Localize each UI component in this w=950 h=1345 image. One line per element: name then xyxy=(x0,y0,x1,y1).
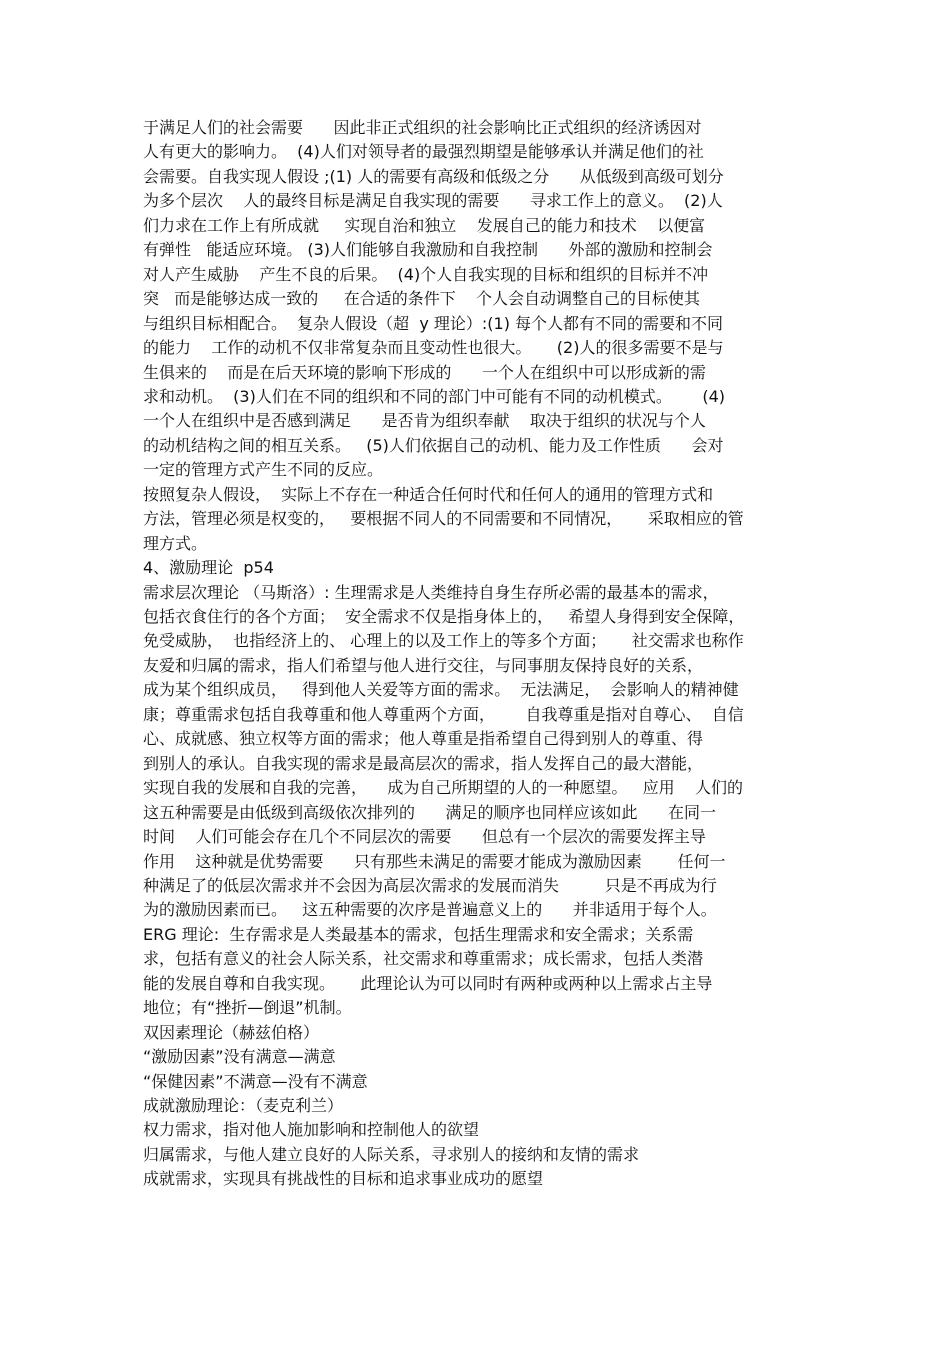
text-line: 人有更大的影响力。 (4)人们对领导者的最强烈期望是能够承认并满足他们的社 xyxy=(143,142,704,162)
text-line: 双因素理论（赫兹伯格） xyxy=(143,1022,320,1042)
text-line: 种满足了的低层次需求并不会因为高层次需求的发展而消失 只是不再成为行 xyxy=(143,875,717,895)
text-line: 成就激励理论：（麦克利兰） xyxy=(143,1096,344,1115)
text-line: 需求层次理论 （马斯洛）: 生理需求是人类维持自身生存所必需的最基本的需求， xyxy=(143,582,719,602)
text-line: “保健因素”不满意—没有不满意 xyxy=(143,1071,368,1091)
text-line: 有弹性 能适应环境。 (3)人们能够自我激励和自我控制 外部的激励和控制会 xyxy=(143,240,713,260)
text-line: 这五种需要是由低级到高级依次排列的 满足的顺序也同样应该如此 在同一 xyxy=(143,802,717,822)
text-line: 的动机结构之间的相互关系。 (5)人们依据自己的动机、能力及工作性质 会对 xyxy=(143,435,724,455)
text-line: 为多个层次 人的最终目标是满足自我实现的需要 寻求工作上的意义。 (2)人 xyxy=(143,191,723,211)
text-line: 成就需求，实现具有挑战性的目标和追求事业成功的愿望 xyxy=(143,1169,544,1189)
text-line: 按照复杂人假设， 实际上不存在一种适合任何时代和任何人的通用的管理方式和 xyxy=(143,484,714,504)
text-line: 作用 这种就是优势需要 只有那些未满足的需要才能成为激励因素 任何一 xyxy=(143,851,726,871)
text-line: 对人产生威胁 产生不良的后果。 (4)个人自我实现的目标和组织的目标并不冲 xyxy=(143,264,709,284)
text-line: 包括衣食住行的各个方面； 安全需求不仅是指身体上的， 希望人身得到安全保障， xyxy=(143,607,745,626)
text-line: 成为某个组织成员， 得到他人关爱等方面的需求。 无法满足， 会影响人的精神健 xyxy=(143,680,739,700)
text-line: 于满足人们的社会需要 因此非正式组织的社会影响比正式组织的经济诱因对 xyxy=(143,118,702,137)
text-line: 求和动机。 (3)人们在不同的组织和不同的部门中可能有不同的动机模式。 (4) xyxy=(143,386,726,406)
text-line: “激励因素”没有满意—满意 xyxy=(143,1047,336,1067)
text-line: 为的激励因素而已。 这五种需要的次序是普遍意义上的 并非适用于每个人。 xyxy=(143,900,717,920)
text-line: 理方式。 xyxy=(143,533,208,553)
text-line: 生俱来的 而是在后天环境的影响下形成的 一个人在组织中可以形成新的需 xyxy=(143,362,706,382)
text-line: 友爱和归属的需求，指人们希望与他人进行交往，与同事朋友保持良好的关系， xyxy=(143,655,704,675)
text-line: 时间 人们可能会存在几个不同层次的需要 但总有一个层次的需要发挥主导 xyxy=(143,827,706,846)
text-line: 康；尊重需求包括自我尊重和他人尊重两个方面， 自我尊重是指对自尊心、 自信 xyxy=(143,704,744,724)
text-line: 权力需求，指对他人施加影响和控制他人的欲望 xyxy=(143,1120,480,1140)
text-line: 一个人在组织中是否感到满足 是否肯为组织奉献 取决于组织的状况与个人 xyxy=(143,411,706,431)
text-line: 会需要。自我实现人假设 ;(1) 人的需要有高级和低级之分 从低级到高级可划分 xyxy=(143,166,724,186)
text-line: 心、成就感、独立权等方面的需求；他人尊重是指希望自己得到别人的尊重、得 xyxy=(143,729,704,749)
text-line: ERG 理论: 生存需求是人类最基本的需求，包括生理需求和安全需求；关系需 xyxy=(143,924,694,944)
text-line: 实现自我的发展和自我的完善， 成为自己所期望的人的一种愿望。 应用 人们的 xyxy=(143,778,743,798)
text-line: 能的发展自尊和自我实现。 此理论认为可以同时有两种或两种以上需求占主导 xyxy=(143,973,713,993)
text-line: 地位；有“挫折—倒退”机制。 xyxy=(143,998,352,1018)
text-line: 归属需求，与他人建立良好的人际关系，寻求别人的接纳和友情的需求 xyxy=(143,1144,640,1164)
text-line: 们力求在工作上有所成就 实现自治和独立 发展自己的能力和技术 以便富 xyxy=(143,215,706,235)
text-line: 与组织目标相配合。 复杂人假设（超 y 理论）:(1) 每个人都有不同的需要和不同 xyxy=(143,313,724,333)
text-line: 突 而是能够达成一致的 在合适的条件下 个人会自动调整自己的目标使其 xyxy=(143,289,701,309)
text-line: 方法，管理必须是权变的， 要根据不同人的不同需要和不同情况， 采取相应的管 xyxy=(143,509,744,529)
text-line: 到别人的承认。自我实现的需求是最高层次的需求，指人发挥自己的最大潜能， xyxy=(143,753,704,773)
text-line: 免受威胁， 也指经济上的、 心理上的以及工作上的等多个方面； 社交需求也称作 xyxy=(143,631,744,651)
text-line: 一定的管理方式产生不同的反应。 xyxy=(143,460,384,480)
text-line: 求，包括有意义的社会人际关系，社交需求和尊重需求；成长需求，包括人类潜 xyxy=(143,949,704,969)
text-line: 的能力 工作的动机不仅非常复杂而且变动性也很大。 (2)人的很多需要不是与 xyxy=(143,338,724,357)
text-line: 4、激励理论 p54 xyxy=(143,558,274,578)
